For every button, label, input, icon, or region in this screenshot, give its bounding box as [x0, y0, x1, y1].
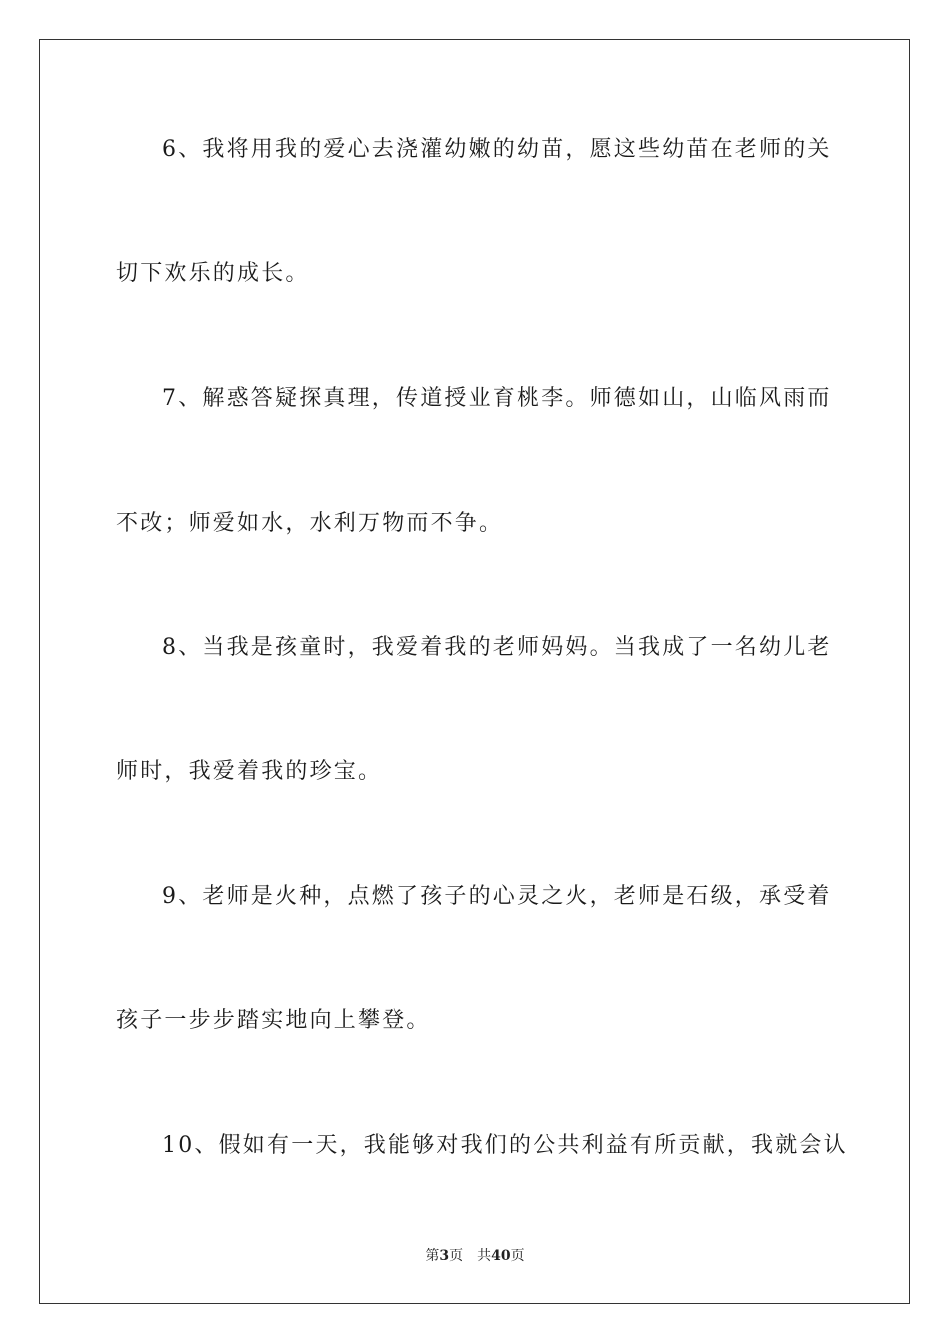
- page-footer: [0, 1247, 950, 1265]
- footer-total-pages: 40: [491, 1248, 511, 1264]
- paragraph-6-line-1: 6、我将用我的爱心去浇灌幼嫩的幼苗，愿这些幼苗在老师的关: [162, 137, 832, 162]
- footer-page-number: 3: [439, 1248, 450, 1264]
- footer-total-suffix: 页: [510, 1248, 525, 1264]
- paragraph-9-line-1: 9、老师是火种，点燃了孩子的心灵之火，老师是石级，承受着: [162, 884, 832, 909]
- paragraph-8-line-1: 8、当我是孩童时，我爱着我的老师妈妈。当我成了一名幼儿老: [162, 635, 832, 660]
- paragraph-7-line-1: 7、解惑答疑探真理，传道授业育桃李。师德如山，山临风雨而: [162, 386, 832, 411]
- footer-total-prefix: 共: [477, 1248, 492, 1264]
- footer-page-prefix: 第: [425, 1248, 440, 1264]
- paragraph-10-line-1: 10、假如有一天，我能够对我们的公共利益有所贡献，我就会认: [162, 1133, 848, 1158]
- paragraph-8-line-2: 师时，我爱着我的珍宝。: [116, 759, 383, 784]
- footer-page-suffix: 页: [449, 1248, 464, 1264]
- paragraph-7-line-2: 不改；师爱如水，水利万物而不争。: [116, 511, 504, 536]
- paragraph-6-line-2: 切下欢乐的成长。: [116, 261, 310, 286]
- page-border: [39, 39, 910, 1304]
- paragraph-9-line-2: 孩子一步步踏实地向上攀登。: [116, 1008, 431, 1033]
